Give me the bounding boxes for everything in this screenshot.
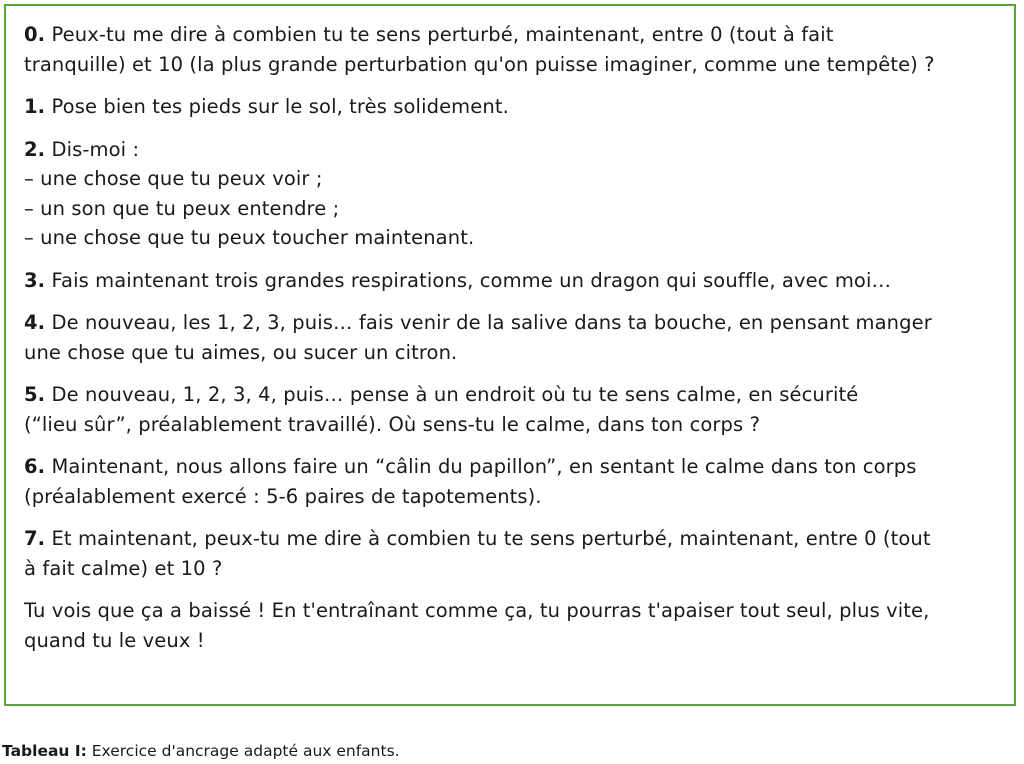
step-text-line: Dis-moi :	[51, 137, 140, 161]
step-text-line: Fais maintenant trois grandes respirations, comme un dragon qui souffle, avec moi…	[51, 268, 892, 292]
caption-label: Tableau I:	[2, 742, 87, 760]
step-list-item: – un son que tu peux entendre ;	[24, 196, 340, 220]
step-7	[24, 524, 996, 583]
caption-text: Exercice d'ancrage adapté aux enfants.	[86, 742, 400, 760]
step-text-line: De nouveau, 1, 2, 3, 4, puis… pense à un endroit où tu te sens calme, en sécurité	[51, 383, 859, 406]
step-text-line: Peux-tu me dire à combien tu te sens perturbé, maintenant, entre 0 (tout à fait	[51, 23, 834, 46]
step-text-line: Pose bien tes pieds sur le sol, très solidement.	[51, 95, 509, 118]
step-text-line: Et maintenant, peux-tu me dire à combien tu te sens perturbé, maintenant, entre 0 (tout	[51, 527, 931, 550]
step-text-line: à fait calme) et 10 ?	[24, 556, 223, 580]
step-text-line: De nouveau, les 1, 2, 3, puis… fais venir de la salive dans ta bouche, en pensant manger	[51, 311, 932, 334]
step-text-line: une chose que tu aimes, ou sucer un citron.	[24, 340, 458, 364]
step-text-line: (préalablement exercé : 5-6 paires de tapotements).	[24, 484, 542, 508]
step-number: 0.	[24, 23, 46, 46]
step-number: 5.	[24, 383, 46, 406]
step-number: 7.	[24, 527, 46, 550]
step-text-line: tranquille) et 10 (la plus grande perturbation qu'on puisse imaginer, comme une tempête) ?	[24, 52, 935, 76]
step-list-item: – une chose que tu peux voir ;	[24, 167, 323, 190]
step-4	[24, 308, 996, 367]
closing-paragraph	[24, 596, 996, 655]
step-list-item: – une chose que tu peux toucher maintenant.	[24, 226, 475, 249]
step-2	[24, 135, 996, 253]
exercise-table-box	[4, 4, 1016, 706]
step-5	[24, 380, 996, 439]
step-number: 6.	[24, 455, 46, 478]
step-number: 2.	[24, 137, 46, 161]
table-caption	[2, 741, 400, 761]
step-1	[24, 92, 996, 122]
closing-text-line: Tu vois que ça a baissé ! En t'entraînant comme ça, tu pourras t'apaiser tout seul, plus vite,	[24, 599, 930, 622]
step-0	[24, 20, 996, 79]
step-text-line: Maintenant, nous allons faire un “câlin du papillon”, en sentant le calme dans ton corps	[51, 455, 917, 478]
step-text-line: (“lieu sûr”, préalablement travaillé). Où sens-tu le calme, dans ton corps ?	[24, 412, 761, 436]
step-number: 1.	[24, 95, 46, 118]
step-number: 3.	[24, 268, 46, 292]
step-3	[24, 266, 996, 296]
step-number: 4.	[24, 311, 46, 334]
step-6	[24, 452, 996, 511]
closing-text-line: quand tu le veux !	[24, 628, 205, 652]
